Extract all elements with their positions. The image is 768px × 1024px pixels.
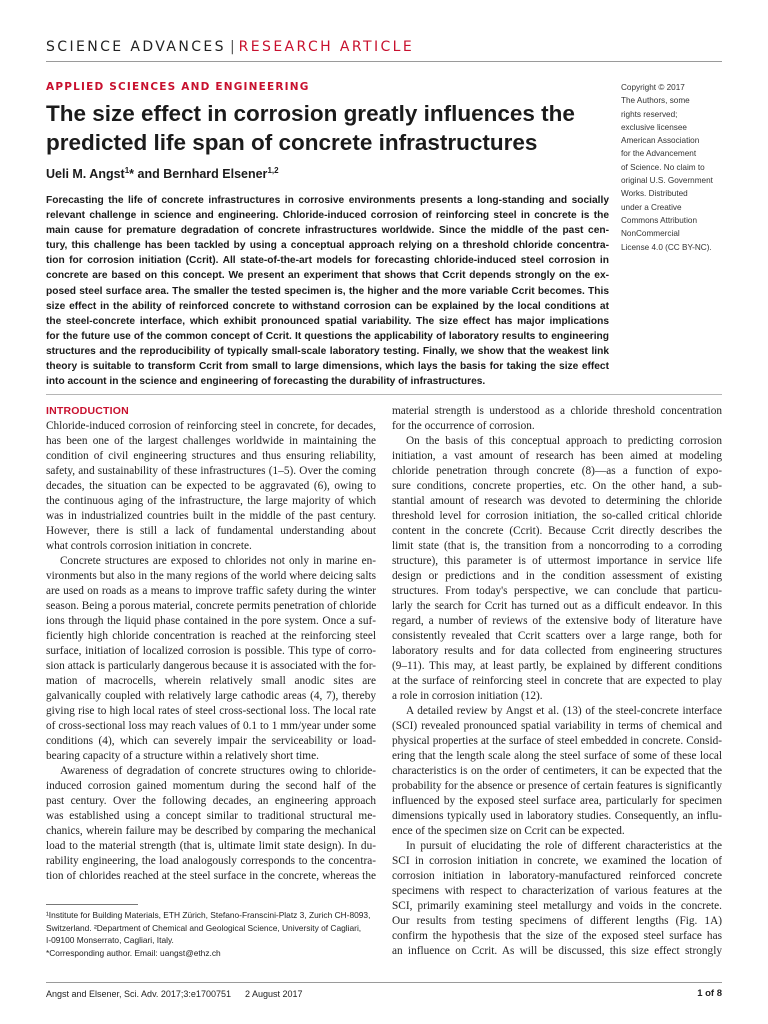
body-text-line: Awareness of degradation of concrete structures owing to chloride-: [60, 765, 376, 777]
journal-header: [46, 39, 414, 55]
abstract-line: posed steel surface area. The smaller the tested specimen is, the higher and the more variable Ccrit becomes. This: [46, 285, 609, 297]
body-text-line: material strength is understood as a chloride threshold concentration: [392, 405, 722, 417]
article-type: RESEARCH ARTICLE: [238, 39, 415, 55]
body-text-line: structures. From today's perspective, we can conclude that particu-: [392, 585, 722, 597]
body-text-line: threshold level for corrosion initiation, the so-called critical chloride: [392, 510, 722, 522]
abstract-line: concrete are based on this concept. We present an experiment that shows that Ccrit depends strongly on the ex-: [46, 270, 609, 282]
body-text-line: conditions (4), which can severely impair the serviceability or load-: [46, 735, 376, 747]
abstract-line: tury, this challenge has been tackled by using a conceptual approach relying on a threshold chloride concentra-: [46, 240, 609, 252]
footnote-line: *Corresponding author. Email: uangst@ethz.ch: [46, 947, 221, 958]
citation-text: Angst and Elsener, Sci. Adv. 2017;3:e1700751: [46, 989, 231, 999]
copyright-line: The Authors, some: [621, 96, 690, 106]
body-text-line: has been one of the largest challenges worldwide in maintaining the: [46, 435, 376, 447]
body-text-line: larly the search for Ccrit has turned out as a difficult endeavor. In this: [392, 600, 722, 612]
body-text-line: tion of chlorides reached at the steel surface in the concrete, whereas the: [46, 870, 376, 882]
body-text-line: On the basis of this conceptual approach to predicting corrosion: [406, 435, 722, 447]
body-text-line: corrosion initiation in laboratory-manufactured reinforced concrete: [392, 870, 722, 882]
abstract-rule: [46, 394, 722, 395]
body-text-line: rability engineering, the load analogously corresponds to the concentra-: [46, 855, 376, 867]
abstract-line: theory is suitable to transform Ccrit from small to large dimensions, which lays the basis for taking the size effect: [46, 361, 609, 373]
body-text-line: influenced by the exposed steel surface area, particularly for specimen: [392, 795, 722, 807]
body-text-line: ering that the length scale along the steel surface of some of these local: [392, 750, 722, 762]
journal-name: SCIENCE ADVANCES: [46, 39, 226, 55]
body-text-line: vironments but also in the many regions of the world where deicing salts: [46, 570, 376, 582]
footnote-rule: [46, 904, 138, 905]
author-list: [46, 166, 279, 181]
body-text-line: confirm the hypothesis that the size of the exposed steel surface has: [392, 930, 722, 942]
body-text-line: dimensions typically used in laboratory studies. Consequently, an influ-: [392, 810, 722, 822]
title-line: The size effect in corrosion greatly influences the: [46, 101, 575, 126]
body-text-line: probability for the absence or presence of certain features is significantly: [392, 780, 722, 792]
body-text-line: past century. Over the following decades, an engineering approach: [46, 795, 376, 807]
body-text-line: limit state (that is, the transition from a noncorroding to a corroding: [392, 540, 722, 552]
author-affiliation: 1,2: [267, 166, 279, 175]
copyright-notice: [621, 81, 726, 254]
body-text-line: However, there is still a lack of fundamental understanding about: [46, 525, 376, 537]
body-text-line: physical properties at the surface of steel embedded in concrete. Consid-: [392, 735, 722, 747]
body-text-line: content in the concrete (Ccrit). Because Ccrit directly describes the: [392, 525, 722, 537]
body-text-line: consistently revealed that Ccrit scatters over a large range, both for: [392, 630, 722, 642]
copyright-line: of Science. No claim to: [621, 162, 705, 172]
body-text-line: SCI, primarily examining steel metallurgy and voids in the concrete.: [392, 900, 722, 912]
header-rule: [46, 61, 722, 62]
section-heading: INTRODUCTION: [46, 405, 129, 417]
body-text-line: what controls corrosion initiation in concrete.: [46, 540, 252, 552]
body-text-line: regard, a number of reviews of the extensive body of literature have: [392, 615, 722, 627]
body-text-line: an influence on Ccrit. As will be discussed, this size effect strongly: [392, 945, 722, 957]
body-text-line: load to the material strength (that is, ultimate limit state design). In du-: [46, 840, 376, 852]
body-text-line: are used on roads as a means to improve traffic safety during the winter: [46, 585, 376, 597]
body-text-line: ence of the specimen size on Ccrit can be expected.: [392, 825, 625, 837]
abstract-line: for the future use of the common concept of Ccrit. It questions the applicability of laboratory results to engineering: [46, 330, 609, 342]
body-text-line: galvanically coupled with relatively large cathodic areas (4, 7), thereby: [46, 690, 376, 702]
article-title: [46, 99, 606, 157]
body-text-line: giving rise to high local rates of steel cross-sectional loss. The local rate: [46, 705, 376, 717]
body-text-line: a role in corrosion initiation (12).: [392, 690, 543, 702]
body-text-line: Chloride-induced corrosion of reinforcing steel in concrete, for decades,: [46, 420, 376, 432]
body-text-line: structure), this parameter is of uttermost importance in service life: [392, 555, 722, 567]
body-text-line: ficiently high chloride concentration is reached at the reinforcing steel: [46, 630, 376, 642]
body-text-line: design or predictions and in the condition assessment of existing: [392, 570, 722, 582]
body-text-line: surface, initiation of localized corrosion is possible. This type of corro-: [46, 645, 376, 657]
body-text-line: decades, the situation can be expected to be aggravated (6), owing to: [46, 480, 376, 492]
author-conjunction: and: [134, 167, 164, 182]
copyright-line: for the Advancement: [621, 149, 697, 159]
author-name: Bernhard Elsener: [163, 167, 268, 182]
copyright-line: exclusive licensee: [621, 122, 687, 132]
category-label: APPLIED SCIENCES AND ENGINEERING: [46, 81, 310, 93]
affiliation-footnotes: [46, 909, 376, 959]
copyright-line: NonCommercial: [621, 229, 680, 239]
abstract-line: structures and the reproducibility of typically small-scale laboratory testing. Finally, we show that the weakest link: [46, 345, 609, 357]
body-text-line: (SCI) revealed pronounced spatial variability in terms of chemical and: [392, 720, 722, 732]
copyright-line: original U.S. Government: [621, 176, 713, 186]
body-text-line: condition of civil engineering structures and thus ensuring reliability,: [46, 450, 376, 462]
body-text-line: sion attack is particularly dangerous because it is associated with the for-: [46, 660, 376, 672]
abstract-line: the steel-concrete interface, which exhibit pronounced spatial variability. The size effect has major implications: [46, 315, 609, 327]
right-column: [392, 404, 722, 959]
abstract: [46, 193, 609, 389]
body-text-line: at the surface of reinforcing steel in concrete that are expected to play: [392, 675, 722, 687]
body-text-line: safety, and sustainability of these infrastructures (1–5). Over the coming: [46, 465, 376, 477]
footnote-line: Switzerland. ²Department of Chemical and Geological Science, University of Cagliari,: [46, 922, 362, 933]
publication-date: 2 August 2017: [244, 989, 303, 999]
copyright-line: Commons Attribution: [621, 215, 697, 225]
abstract-line: into account in the science and engineering of forecasting the durability of infrastructures.: [46, 376, 486, 388]
header-separator: |: [229, 39, 235, 55]
footnote-line: ¹Institute for Building Materials, ETH Zürich, Stefano-Franscini-Platz 3, Zurich CH-8093,: [46, 910, 371, 920]
body-text-line: A detailed review by Angst et al. (13) of the steel-concrete interface: [406, 705, 722, 717]
body-text-line: laboratory results and for data collected from engineering structures: [392, 645, 722, 657]
abstract-line: tion for corrosion initiation (Ccrit). All state-of-the-art models for forecasting chloride-induced steel corrosion in: [46, 255, 609, 267]
abstract-line: Forecasting the life of concrete infrastructures in corrosive environments presents a long-standing and socially: [46, 195, 609, 206]
body-text-line: Concrete structures are exposed to chlorides not only in marine en-: [60, 555, 376, 567]
body-text-line: for the occurrence of corrosion.: [392, 420, 535, 432]
copyright-line: American Association: [621, 136, 700, 146]
title-line: predicted life span of concrete infrastructures: [46, 130, 538, 155]
footnote-line: I-09100 Monserrato, Cagliari, Italy.: [46, 935, 174, 946]
left-column: [46, 404, 376, 884]
body-text-line: bearing capacity of a structure within a relatively short time.: [46, 750, 319, 762]
left-column-text: [46, 419, 376, 884]
body-text-line: specimens with respect to characterization of various features at the: [392, 885, 722, 897]
body-text-line: mation of macrocells, wherein relatively small anodic sites are: [46, 675, 376, 687]
abstract-line: size effect in the ability of reinforced concrete to withstand corrosion can be explained by the local conditions at: [46, 300, 609, 312]
body-text-line: (9–11). This may, at least partly, be explained by different conditions: [392, 660, 722, 672]
body-text-line: the continuous aging of the infrastructure, the large majority of which: [46, 495, 376, 507]
copyright-line: Works. Distributed: [621, 189, 688, 199]
body-text-line: initiation, a vast amount of research has been aimed at modeling: [392, 450, 722, 462]
footer-citation: [46, 989, 303, 999]
author-name: Ueli M. Angst: [46, 167, 125, 182]
footer-rule: [46, 982, 722, 983]
body-text-line: In pursuit of elucidating the role of different characteristics at the: [406, 840, 722, 852]
body-text-line: of cross-sectional loss may reach values of 0.1 to 1 mm/year under some: [46, 720, 376, 732]
body-text-line: season. Being a porous material, concrete permits penetration of chloride: [46, 600, 377, 612]
body-text-line: sure conditions, concrete properties, etc. On the other hand, a sub-: [392, 480, 722, 492]
body-text-line: chanics, wherein failure may be described by comparing the mechanical: [46, 825, 376, 837]
author-affiliation: 1: [124, 166, 130, 175]
body-text-line: was in industrialized countries built in the middle of the past century.: [46, 510, 376, 522]
body-text-line: SCI in corrosion initiation in concrete, we examined the location of: [392, 855, 722, 867]
abstract-line: main cause for premature degradation of concrete infrastructures worldwide. Since the middle of the past cen-: [46, 225, 609, 237]
body-text-line: induced corrosion gained momentum during the second half of the: [46, 780, 376, 792]
body-text-line: stantial amount of research was devoted to determining the chloride: [392, 495, 722, 507]
body-text-line: chloride penetration through concrete (8)—as a function of expo-: [392, 465, 722, 477]
copyright-line: under a Creative: [621, 202, 682, 212]
body-text-line: was established using a concept similar to traditional structural me-: [46, 810, 376, 822]
body-text-line: Our results from testing specimens of different lengths (Fig. 1A): [392, 915, 722, 927]
copyright-line: License 4.0 (CC BY-NC).: [621, 242, 712, 252]
copyright-line: Copyright © 2017: [621, 83, 685, 92]
abstract-line: relevant challenge in science and engineering. Chloride-induced corrosion of reinforcing steel in concrete is the: [46, 210, 609, 222]
corresponding-mark: *: [129, 167, 135, 182]
body-text-line: characteristics is on the order of centimeters, it can be expected that the: [392, 765, 722, 777]
copyright-line: rights reserved;: [621, 109, 678, 119]
body-text-line: ions through the liquid phase contained in the pore system. Once a suf-: [46, 615, 376, 627]
page-number: 1 of 8: [697, 988, 722, 999]
